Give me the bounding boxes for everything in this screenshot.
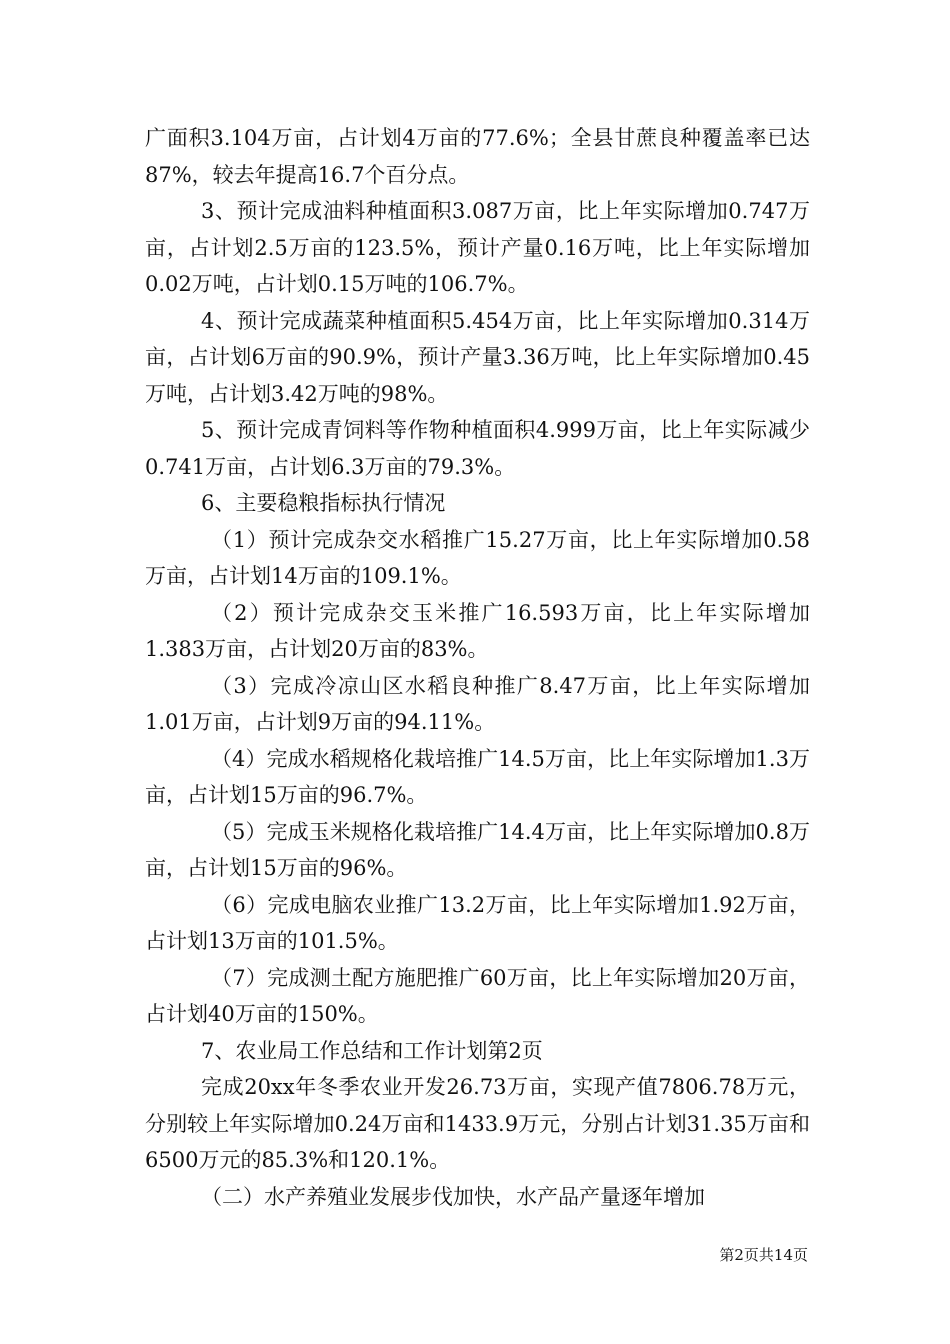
paragraph: （二）水产养殖业发展步伐加快，水产品产量逐年增加 [201, 1184, 705, 1209]
paragraph: 3、预计完成油料种植面积3.087万亩，比上年实际增加0.747万亩，占计划2.5万亩的123.5%，预计产量0.16万吨，比上年实际增加0.02万吨，占计划0.15万吨的106.7%。 [145, 199, 810, 296]
paragraph: （6）完成电脑农业推广13.2万亩，比上年实际增加1.92万亩，占计划13万亩的101.5%。 [145, 892, 810, 953]
paragraph: 5、预计完成青饲料等作物种植面积4.999万亩，比上年实际减少0.741万亩，占计划6.3万亩的79.3%。 [145, 418, 810, 479]
paragraph: 4、预计完成蔬菜种植面积5.454万亩，比上年实际增加0.314万亩，占计划6万亩的90.9%，预计产量3.36万吨，比上年实际增加0.45万吨，占计划3.42万吨的98%。 [145, 308, 810, 406]
paragraph: （7）完成测土配方施肥推广60万亩，比上年实际增加20万亩，占计划40万亩的150%。 [145, 965, 810, 1026]
paragraph: （3）完成冷凉山区水稻良种推广8.47万亩，比上年实际增加1.01万亩，占计划9万亩的94.11%。 [145, 673, 810, 734]
paragraph: （1）预计完成杂交水稻推广15.27万亩，比上年实际增加0.58万亩，占计划14万亩的109.1%。 [145, 527, 810, 588]
paragraph: 广面积3.104万亩，占计划4万亩的77.6%；全县甘蔗良种覆盖率已达87%，较去年提高16.7个百分点。 [145, 126, 810, 187]
paragraph: 7、农业局工作总结和工作计划第2页 [201, 1038, 543, 1063]
page-number-footer: 第2页共14页 [719, 1246, 808, 1264]
paragraph: （4）完成水稻规格化栽培推广14.5万亩，比上年实际增加1.3万亩，占计划15万亩的96.7%。 [145, 746, 810, 807]
paragraph: （5）完成玉米规格化栽培推广14.4万亩，比上年实际增加0.8万亩，占计划15万亩的96%。 [145, 819, 810, 880]
paragraph: 完成20xx年冬季农业开发26.73万亩，实现产值7806.78万元，分别较上年实际增加0.24万亩和1433.9万元，分别占计划31.35万亩和6500万元的85.3%和120.1%。 [145, 1075, 810, 1172]
document-body [145, 120, 810, 1215]
paragraph: （2）预计完成杂交玉米推广16.593万亩，比上年实际增加1.383万亩，占计划20万亩的83%。 [145, 600, 810, 661]
paragraph: 6、主要稳粮指标执行情况 [201, 491, 446, 515]
